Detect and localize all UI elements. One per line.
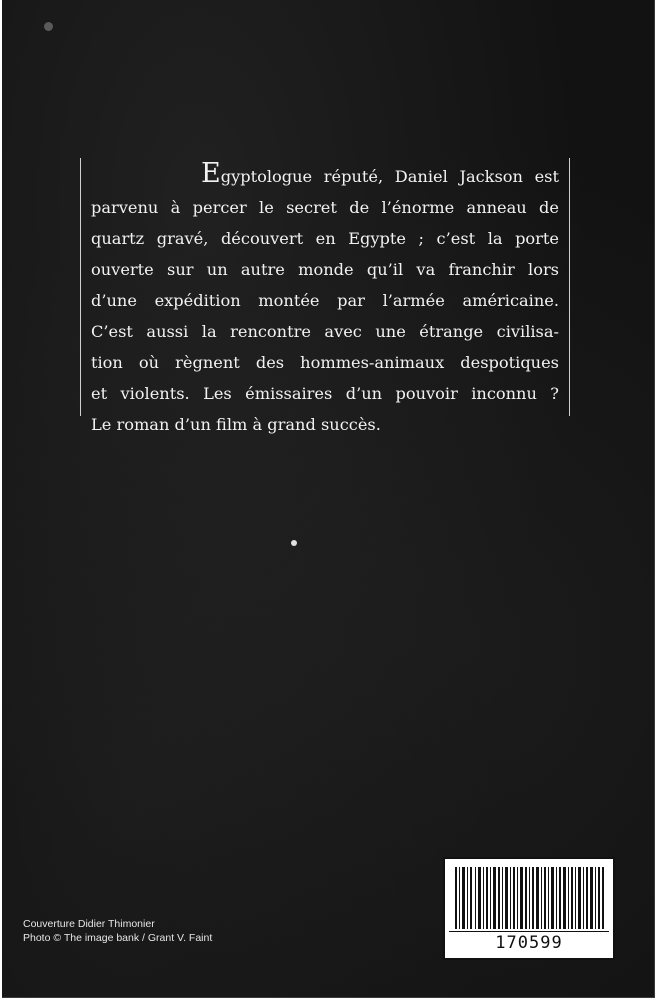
blurb-line-4: ouverte sur un autre monde qu’il va franchir lors [91,260,559,279]
book-back-cover [2,0,655,998]
blurb-line-6: C’est aussi la rencontre avec une étrange civilisa- [91,322,559,341]
barcode-number: 170599 [449,931,609,954]
dust-speck [291,540,297,546]
blurb-text [80,158,570,440]
blurb-line-1 [91,158,559,192]
barcode-label [443,857,615,960]
blurb-line-8: et violents. Les émissaires d’un pouvoir inconnu ? [91,384,559,403]
photo-credit: Photo © The image bank / Grant V. Faint [23,932,213,944]
blurb-line-5: d’une expédition montée par l’armée américaine. [91,291,559,310]
blurb-line-2: parvenu à percer le secret de l’énorme anneau de [91,198,559,217]
cover-credit: Couverture Didier Thimonier [23,918,155,930]
blurb-line-3: quartz gravé, découvert en Egypte ; c’est la porte [91,229,559,248]
blurb-panel [80,158,570,434]
dust-speck [44,22,53,31]
blurb-drop-cap: E [201,158,221,189]
blurb-line-7: tion où règnent des hommes-animaux despotiques [91,353,559,372]
blurb-line-1-rest: gyptologue réputé, Daniel Jackson est [220,167,559,186]
cover-credits [23,917,212,945]
barcode-bars [453,867,607,929]
blurb-line-9: Le roman d’un film à grand succès. [91,415,381,434]
